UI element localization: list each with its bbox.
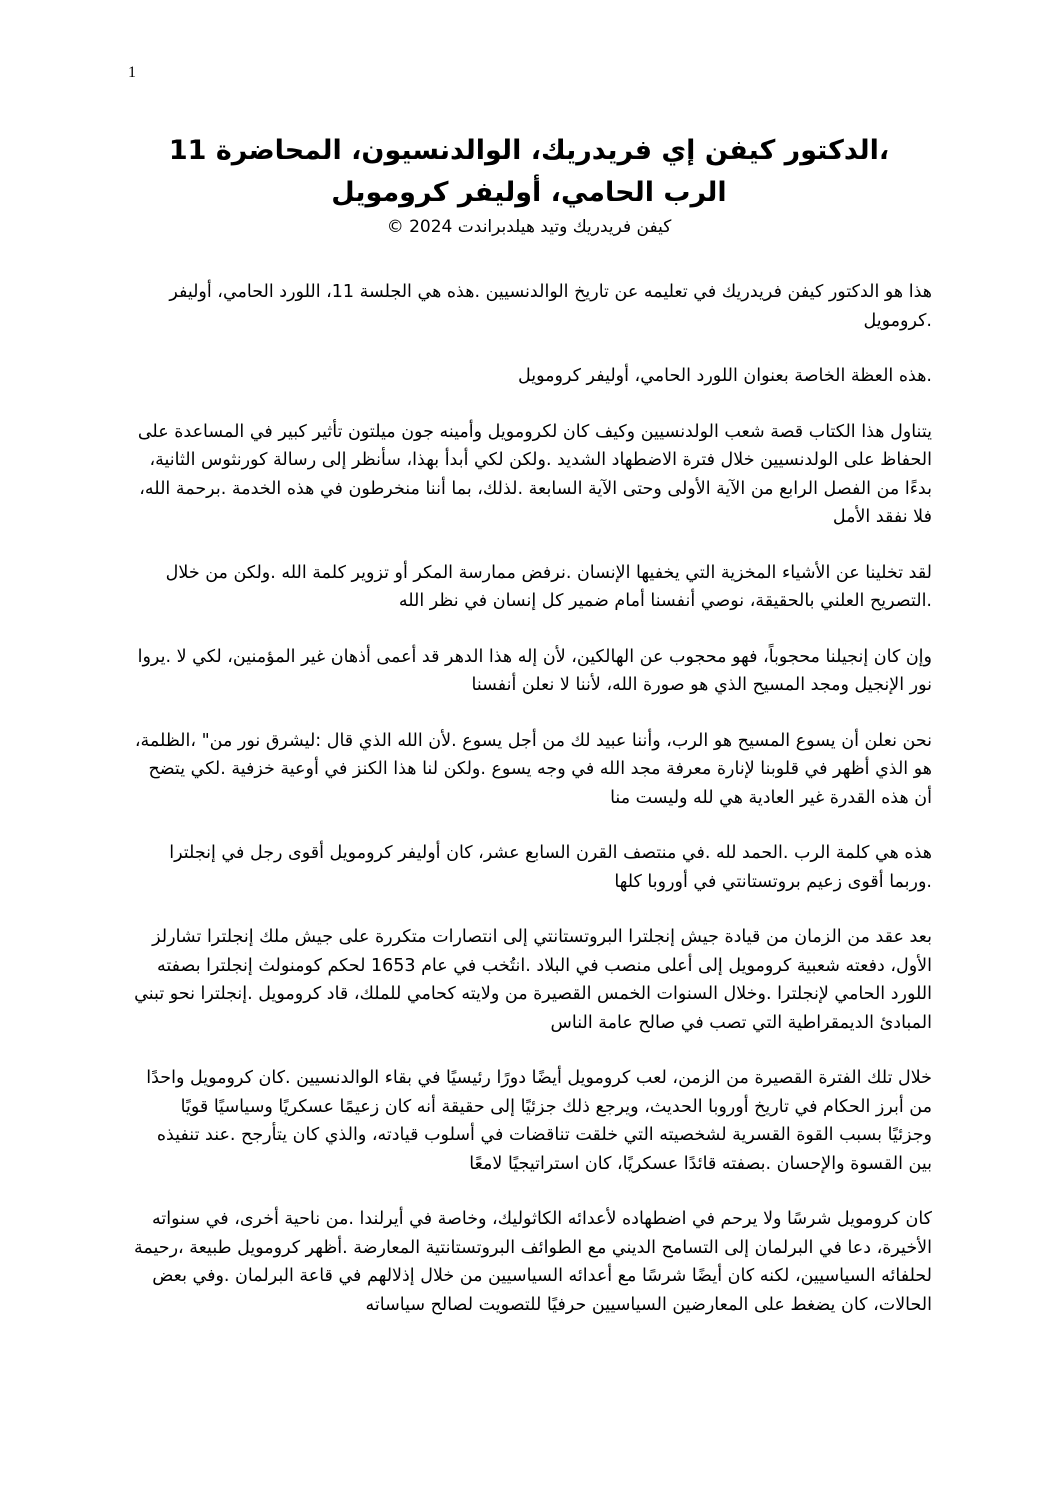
document-title-line-2: الرب الحامي، أوليفر كرومويل xyxy=(331,177,727,208)
paragraph-7: هذه هي كلمة الرب .الحمد لله .في منتصف القرن السابع عشر، كان أوليفر كرومويل أقوى رجل في إنجلترا .وربما أقوى زعيم بروتستانتي في أوروبا كلها xyxy=(169,843,932,892)
paragraph-2: .هذه العظة الخاصة بعنوان اللورد الحامي، أوليفر كرومويل xyxy=(518,366,932,386)
document-body xyxy=(132,278,932,1346)
paragraph-5: وإن كان إنجيلنا محجوباً، فهو محجوب عن الهالكين، لأن إله هذا الدهر قد أعمى أذهان غير المؤمنين، لكي لا .يروا نور الإنجيل ومجد المسيح الذي هو صورة الله، لأننا لا نعلن أنفسنا xyxy=(137,646,932,695)
paragraph-1: هذا هو الدكتور كيفن فريدريك في تعليمه عن تاريخ الوالدنسيين .هذه هي الجلسة 11، اللورد الحامي، أوليفر .كرومويل xyxy=(169,282,932,331)
paragraph-6: نحن نعلن أن يسوع المسيح هو الرب، وأننا عبيد لك من أجل يسوع .لأن الله الذي قال :ليشرق نور من" ،الظلمة، هو الذي أظهر في قلوبنا لإنارة معرفة مجد الله في وجه يسوع .ولكن لنا هذا الكنز في أوعية خزفية .لكي يتضح أن هذه القدرة غير العادية هي لله وليست منا xyxy=(134,730,932,808)
paragraph-9: خلال تلك الفترة القصيرة من الزمن، لعب كرومويل أيضًا دورًا رئيسيًا في بقاء الوالدنسيين .كان كرومويل واحدًا من أبرز الحكام في تاريخ أوروبا الحديث، ويرجع ذلك جزئيًا إلى حقيقة أنه كان زعيمًا عسكريًا وسياسيًا قويًا وجزئيًا بسبب القوة القسرية لشخصيته التي خلقت تناقضات في أسلوب قيادته، والذي كان يتأرجح .عند تنفيذه بين القسوة والإحسان .بصفته قائدًا عسكريًا، كان استراتيجيًا لامعًا xyxy=(146,1068,932,1174)
document-header xyxy=(100,130,958,240)
paragraph-3: يتناول هذا الكتاب قصة شعب الولدنسيين وكيف كان لكرومويل وأمينه جون ميلتون تأثير كبير في المساعدة على الحفاظ على الولدنسيين خلال فترة الاضطهاد الشديد .ولكن لكي أبدأ بهذا، سأنظر إلى رسالة كورنثوس الثانية، بدءًا من الفصل الرابع من الآية الأولى وحتى الآية السابعة .لذلك، بما أننا منخرطون في هذه الخدمة .برحمة الله، فلا نفقد الأمل xyxy=(137,421,932,527)
document-title-line-1: ،الدكتور كيفن إي فريدريك، الوالدنسيون، المحاضرة 11 xyxy=(168,135,890,166)
page-number: 1 xyxy=(128,64,136,81)
paragraph-10: كان كرومويل شرسًا ولا يرحم في اضطهاده لأعدائه الكاثوليك، وخاصة في أيرلندا .من ناحية أخرى، في سنواته الأخيرة، دعا في البرلمان إلى التسامح الديني مع الطوائف البروتستانتية المعارضة .أظهر كرومويل طبيعة ،رحيمة لحلفائه السياسيين، لكنه كان أيضًا شرسًا مع أعدائه السياسيين من خلال إذلالهم في قاعة البرلمان .وفي بعض الحالات، كان يضغط على المعارضين السياسيين حرفيًا للتصويت لصالح سياساته xyxy=(133,1209,932,1315)
copyright-line: كيفن فريدريك وتيد هيلدبراندت 2024 © xyxy=(386,217,672,237)
paragraph-4: لقد تخلينا عن الأشياء المخزية التي يخفيها الإنسان .نرفض ممارسة المكر أو تزوير كلمة الله .ولكن من خلال .التصريح العلني بالحقيقة، نوصي أنفسنا أمام ضمير كل إنسان في نظر الله xyxy=(165,562,932,611)
paragraph-8: بعد عقد من الزمان من قيادة جيش إنجلترا البروتستانتي إلى انتصارات متكررة على جيش ملك إنجلترا تشارلز الأول، دفعته شعبية كرومويل إلى أعلى منصب في البلاد .انتُخب في عام 1653 لحكم كومنولث إنجلترا بصفته اللورد الحامي لإنجلترا .وخلال السنوات الخمس القصيرة من ولايته كحامي للملك، قاد كرومويل .إنجلترا نحو تبني المبادئ الديمقراطية التي تصب في صالح عامة الناس xyxy=(134,927,932,1033)
